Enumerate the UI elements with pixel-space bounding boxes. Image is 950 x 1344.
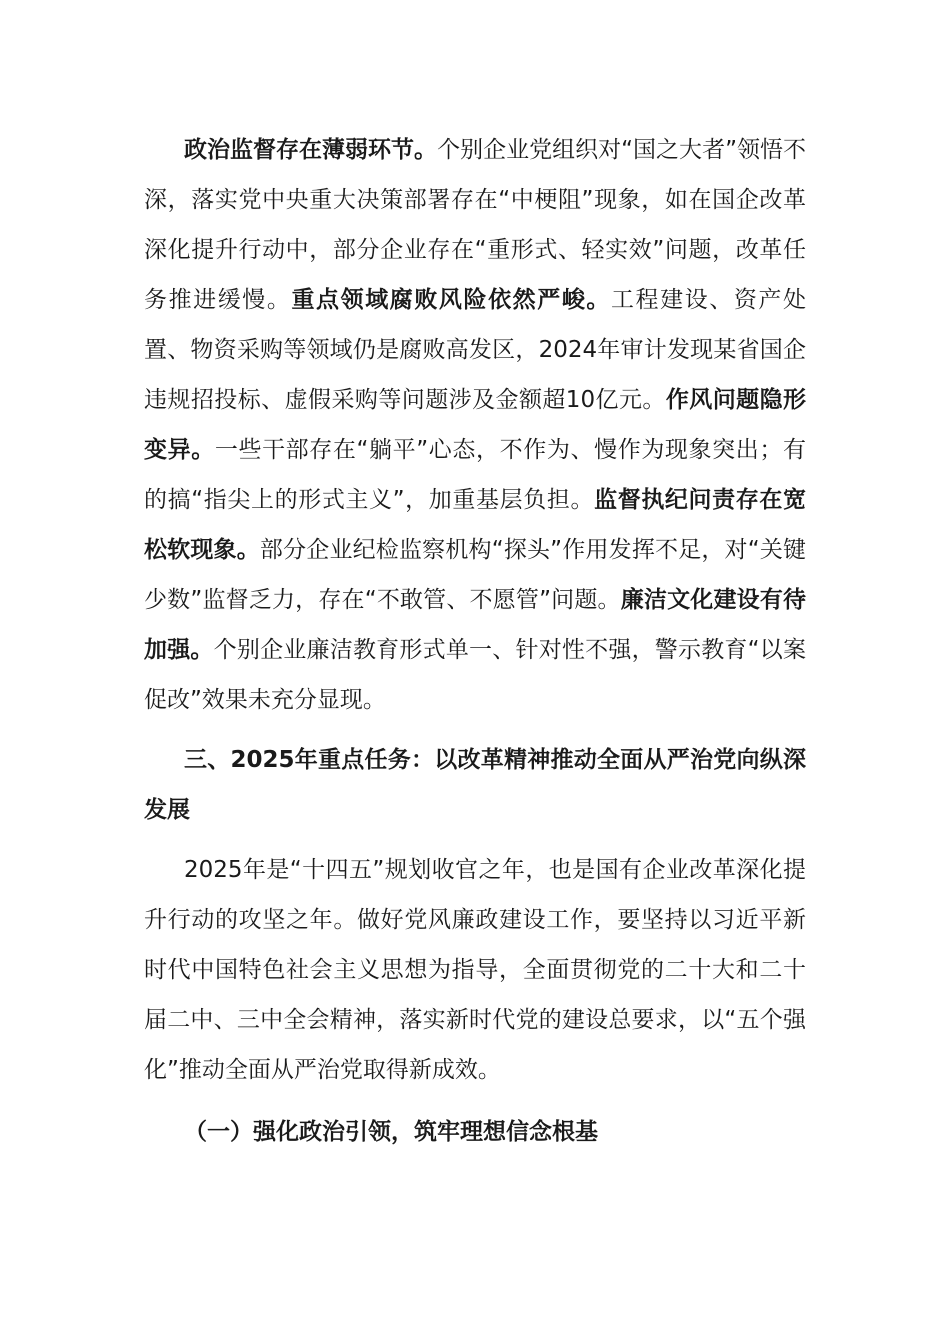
bold-lead-discipline-enforcement: 监督执纪问责存在宽松软现象。 — [144, 487, 806, 563]
bold-lead-corruption-risk: 重点领域腐败风险依然严峻。 — [291, 287, 611, 313]
bold-lead-integrity-culture: 廉洁文化建设有待加强。 — [144, 587, 807, 663]
section-body-paragraph: 2025年是“十四五”规划收官之年，也是国有企业改革深化提升行动的攻坚之年。做好党风廉政建设工作，要坚持以习近平新时代中国特色社会主义思想为指导，全面贯彻党的二十大和二十届二中、三中全会精神，落实新时代党的建设总要求，以“五个强化”推动全面从严治党取得新成效。 — [144, 857, 806, 1083]
problems-paragraph — [144, 125, 806, 725]
bold-lead-political-supervision: 政治监督存在薄弱环节。 — [184, 137, 438, 163]
integrity-culture-text: 个别企业廉洁教育形式单一、针对性不强，警示教育“以案促改”效果未充分显现。 — [144, 637, 806, 713]
political-supervision-text: 个别企业党组织对“国之大者”领悟不深，落实党中央重大决策部署存在“中梗阻”现象，如在国企改革深化提升行动中，部分企业存在“重形式、轻实效”问题，改革任务推进缓慢。 — [144, 137, 807, 313]
corruption-risk-text: 工程建设、资产处置、物资采购等领域仍是腐败高发区，2024年审计发现某省国企违规招投标、虚假采购等问题涉及金额超10亿元。 — [144, 287, 807, 413]
discipline-enforcement-text: 部分企业纪检监察机构“探头”作用发挥不足，对“关键少数”监督乏力，存在“不敢管、不愿管”问题。 — [144, 537, 806, 613]
work-style-text: 一些干部存在“躺平”心态，不作为、慢作为现象突出；有的搞“指尖上的形式主义”，加重基层负担。 — [144, 437, 806, 513]
document-page — [144, 125, 806, 1157]
sub-heading: （一）强化政治引领，筑牢理想信念根基 — [184, 1119, 598, 1145]
section-heading: 三、2025年重点任务：以改革精神推动全面从严治党向纵深发展 — [144, 747, 806, 823]
bold-lead-work-style: 作风问题隐形变异。 — [144, 387, 806, 463]
